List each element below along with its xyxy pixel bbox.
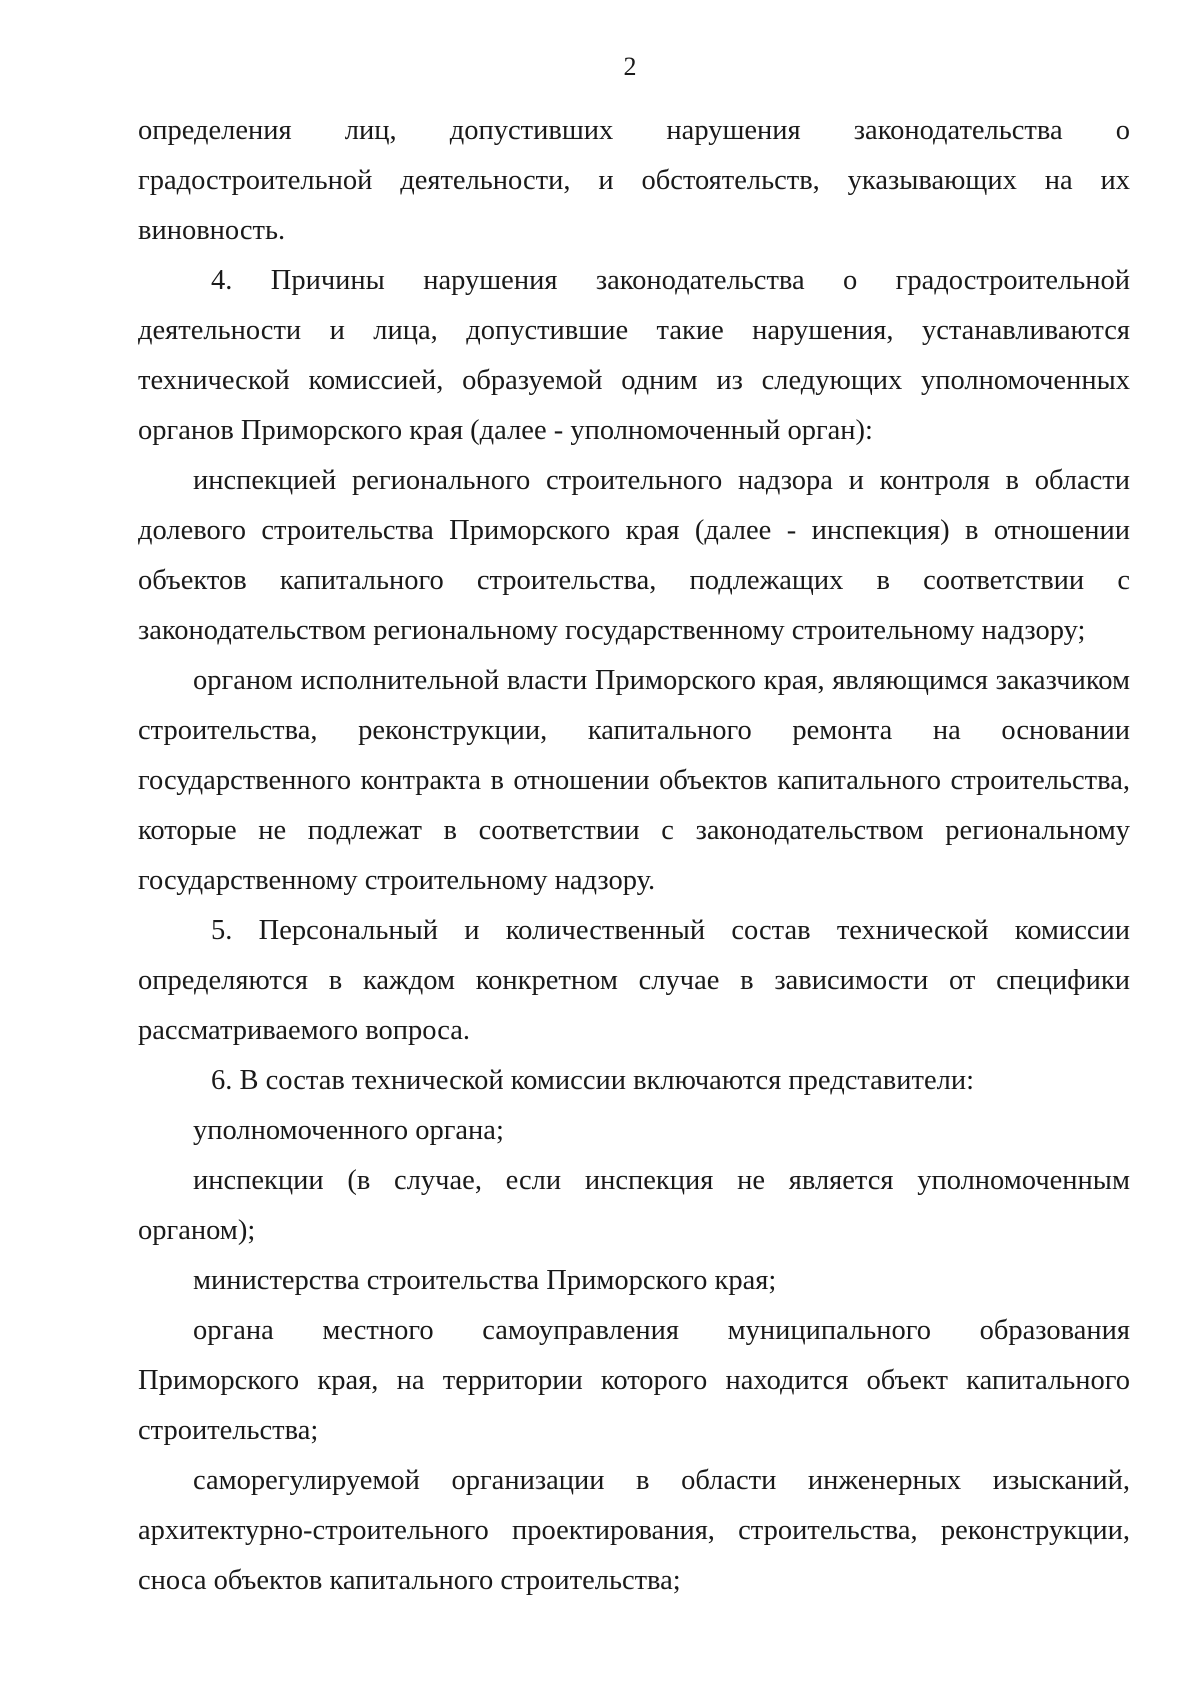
page-number: 2 <box>623 52 637 81</box>
paragraph-6-self-regulatory-org: саморегулируемой организации в области инженерных изысканий, архитектурно-строительного проектирования, строительства, реконструкции, сноса объектов капитального строительства; <box>138 1465 1130 1596</box>
paragraph-4: 4. Причины нарушения законодательства о градостроительной деятельности и лица, допустившие такие нарушения, устанавливаются технической комиссией, образуемой одним из следующих уполномоченных органов Приморского края (далее - уполномоченный орган): <box>138 265 1130 446</box>
paragraph-5: 5. Персональный и количественный состав технической комиссии определяются в каждом конкретном случае в зависимости от специфики рассматриваемого вопроса. <box>138 915 1130 1046</box>
paragraph-4-executive-body: органом исполнительной власти Приморского края, являющимся заказчиком строительства, реконструкции, капитального ремонта на основании государственного контракта в отношении объектов капитального строительства, которые не подлежат в соответствии с законодательством региональному государственному строительному надзору. <box>138 665 1130 896</box>
paragraph-continuation: определения лиц, допустивших нарушения законодательства о градостроительной деятельности, и обстоятельств, указывающих на их виновность. <box>138 115 1130 246</box>
paragraph-6-ministry: министерства строительства Приморского края; <box>193 1265 777 1296</box>
paragraph-6: 6. В состав технической комиссии включаются представители: <box>211 1065 975 1096</box>
paragraph-6-inspection: инспекции (в случае, если инспекция не является уполномоченным органом); <box>138 1165 1130 1246</box>
document-body <box>138 106 1130 1606</box>
paragraph-4-inspection: инспекцией регионального строительного надзора и контроля в области долевого строительства Приморского края (далее - инспекция) в отношении объектов капитального строительства, подлежащих в соответствии с законодательством региональному государственному строительному надзору; <box>138 465 1130 646</box>
paragraph-6-authorized-body: уполномоченного органа; <box>193 1115 504 1146</box>
paragraph-6-local-government: органа местного самоуправления муниципального образования Приморского края, на территории которого находится объект капитального строительства; <box>138 1315 1130 1446</box>
